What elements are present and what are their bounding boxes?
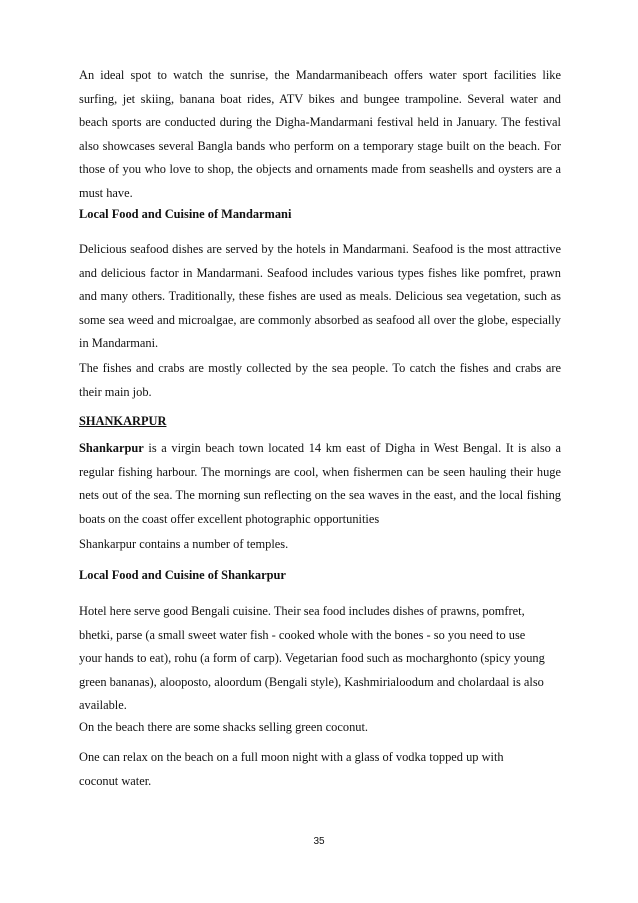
shankarpur-bold-name: Shankarpur bbox=[79, 441, 144, 455]
paragraph-shankarpur-intro bbox=[79, 437, 561, 531]
heading-shankarpur-cuisine: Local Food and Cuisine of Shankarpur bbox=[79, 568, 286, 582]
paragraph-shankarpur-temples: Shankarpur contains a number of temples. bbox=[79, 537, 289, 551]
paragraph-mandarmani-seafood: Delicious seafood dishes are served by the hotels in Mandarmani. Seafood is the most attractive and delicious factor in Mandarmani. Seafood includes various types fishes like pomfret, prawn and many others. Traditionally, these fishes are used as meals. Delicious sea vegetation, such as some sea weed and microalgae, are commonly absorbed as seafood all over the globe, especially in Mandarmani. bbox=[79, 242, 561, 350]
heading-mandarmani-cuisine: Local Food and Cuisine of Mandarmani bbox=[79, 207, 292, 221]
paragraph-shankarpur-food: Hotel here serve good Bengali cuisine. Their sea food includes dishes of prawns, pomfret, bhetki, parse (a small sweet water fish - cooked whole with the bones - so you need to use your hands to eat), rohu (a form of carp). Vegetarian food such as mocharghonto (spicy young green bananas), alooposto, aloordum (Bengali style), Kashmirialoodum and cholardaal is also available. bbox=[79, 604, 545, 712]
paragraph-fishes-crabs: The fishes and crabs are mostly collected by the sea people. To catch the fishes and crabs are their main job. bbox=[79, 361, 561, 399]
paragraph-mandarmani-activities: An ideal spot to watch the sunrise, the Mandarmanibeach offers water sport facilities like surfing, jet skiing, banana boat rides, ATV bikes and bungee trampoline. Several water and beach sports are conducted during the Digha-Mandarmani festival held in January. The festival also showcases several Bangla bands who perform on a temporary stage built on the beach. For those of you who love to shop, the objects and ornaments made from seashells and oysters are a must have. bbox=[79, 68, 561, 200]
heading-shankarpur: SHANKARPUR bbox=[79, 414, 167, 428]
shankarpur-intro-text: is a virgin beach town located 14 km east of Digha in West Bengal. It is also a regular fishing harbour. The mornings are cool, when fishermen can be seen hauling their huge nets out of the sea. The morning sun reflecting on the sea waves in the east, and the local fishing boats on the coast offer excellent photographic opportunities bbox=[79, 441, 561, 526]
paragraph-coconut-shacks: On the beach there are some shacks selling green coconut. bbox=[79, 720, 369, 734]
page-number: 35 bbox=[313, 836, 325, 847]
paragraph-moon-night: One can relax on the beach on a full moon night with a glass of vodka topped up with coconut water. bbox=[79, 750, 504, 788]
